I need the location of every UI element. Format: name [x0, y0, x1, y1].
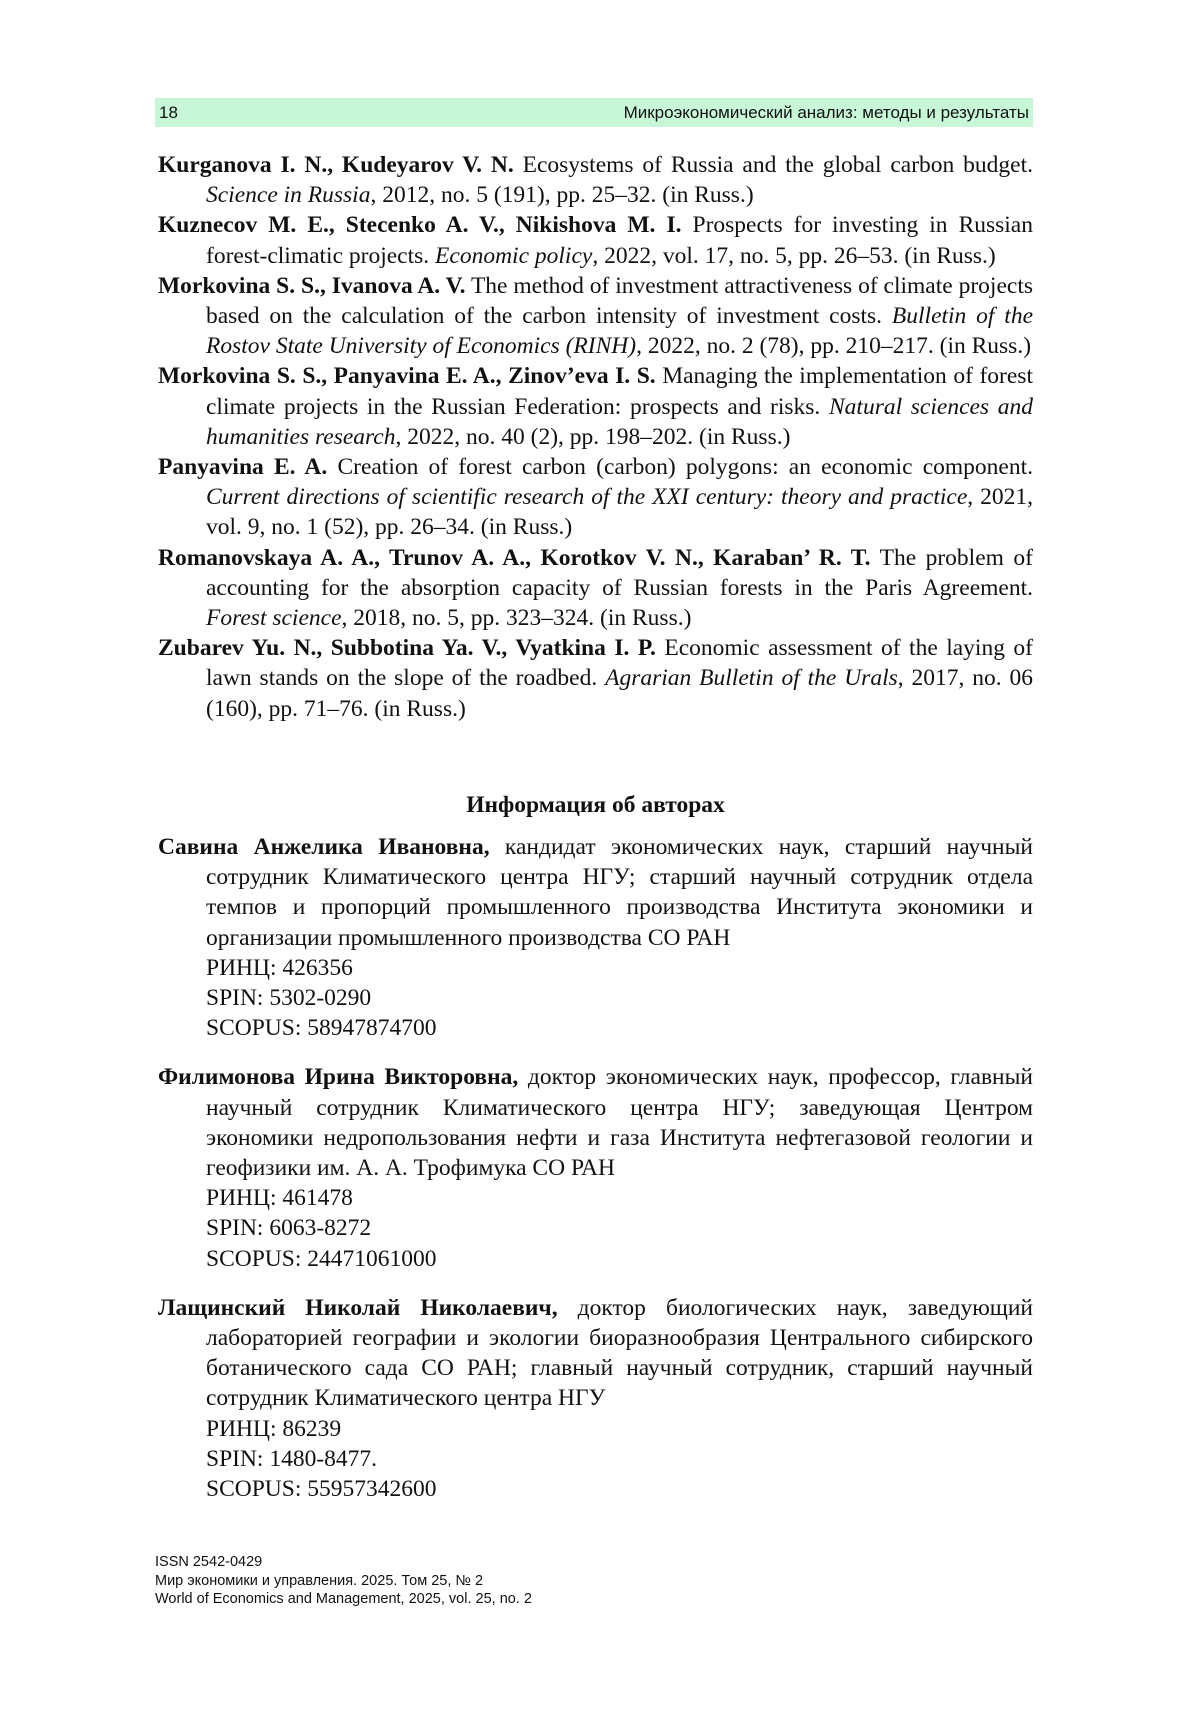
reference-source: Science in Russia [206, 182, 371, 209]
page-footer [155, 1553, 532, 1609]
running-head [155, 98, 1033, 127]
reference-details: , 2017, no. 06 (160), pp. 71–76. (in Russ.) [206, 665, 1034, 722]
reference-source: Economic policy [435, 242, 593, 269]
reference-authors: Romanovskaya A. A., Trunov A. A., Korotkov V. N., Karaban’ R. T. [158, 544, 871, 571]
reference-item [158, 452, 1033, 543]
reference-item [158, 543, 1033, 634]
author-scopus: SCOPUS: 58947874700 [206, 1015, 437, 1042]
page-number: 18 [159, 103, 178, 122]
reference-item [158, 271, 1033, 362]
footer-issn: ISSN 2542-0429 [155, 1554, 263, 1570]
reference-source: Current directions of scientific research of the XXI century: theory and practice [206, 484, 968, 511]
reference-list [158, 150, 1033, 724]
reference-source: Natural sciences and humanities research [206, 393, 1033, 450]
reference-details: , 2022, no. 2 (78), pp. 210–217. (in Russ.) [636, 333, 1032, 360]
author-spin: SPIN: 6063-8272 [206, 1215, 372, 1242]
reference-source: Bulletin of the Rostov State University of Economics (RINH) [206, 303, 1033, 360]
author-item [158, 1293, 1033, 1504]
reference-item [158, 633, 1033, 724]
reference-title: Prospects for investing in Russian forest-climatic projects. [206, 212, 1033, 269]
reference-item [158, 210, 1033, 270]
author-spin: SPIN: 5302-0290 [206, 985, 372, 1012]
footer-journal-ru: Мир экономики и управления. 2025. Том 25, № 2 [155, 1572, 484, 1589]
author-scopus: SCOPUS: 24471061000 [206, 1245, 437, 1272]
author-item [158, 1062, 1033, 1273]
reference-title: Ecosystems of Russia and the global carbon budget. [513, 152, 1034, 178]
author-name: Лащинский Николай Николаевич, [158, 1294, 558, 1321]
reference-source: Forest science [206, 605, 342, 632]
reference-authors: Kurganova I. N., Kudeyarov V. N. [158, 152, 514, 178]
author-spin: SPIN: 1480-8477. [206, 1445, 378, 1472]
reference-title: Creation of forest carbon (carbon) polygons: an economic component. [327, 454, 1033, 481]
author-name: Филимонова Ирина Викторовна, [158, 1064, 519, 1091]
reference-details: , 2018, no. 5, pp. 323–324. (in Russ.) [341, 605, 692, 632]
reference-title: Managing the implementation of forest climate projects in the Russian Federation: prospects and risks. [206, 363, 1033, 420]
reference-title: The method of investment attractiveness of climate projects based on the calculation of the carbon intensity of investment costs. [206, 272, 1033, 330]
footer-journal-en: World of Economics and Management, 2025, vol. 25, no. 2 [155, 1591, 532, 1607]
author-description: кандидат экономических наук, старший научный сотрудник Климатического центра НГУ; старший научный сотрудник отдела темпов и пропорций промышленного производства Института экономики и организации промышленного производства СО РАН [206, 834, 1034, 951]
journal-section: Микроэкономический анализ: методы и результаты [623, 103, 1029, 122]
reference-source: Agrarian Bulletin of the Urals [605, 665, 898, 692]
reference-item [158, 150, 1033, 210]
reference-authors: Zubarev Yu. N., Subbotina Ya. V., Vyatkina I. P. [158, 635, 656, 662]
author-rinc: РИНЦ: 426356 [206, 954, 353, 981]
section-title: Информация об авторах [466, 792, 725, 818]
reference-details: , 2022, no. 40 (2), pp. 198–202. (in Russ.) [395, 423, 791, 450]
author-description: доктор биологических наук, заведующий лабораторией географии и экологии биоразнообразия Центрального сибирского ботанического сада СО РАН; главный научный сотрудник, старший научный сотрудник Климатического центра НГУ [206, 1294, 1033, 1412]
author-description: доктор экономических наук, профессор, главный научный сотрудник Климатического центра НГУ; заведующая Центром экономики недропользования нефти и газа Института нефтегазовой геологии и геофизики им. А. А. Трофимука СО РАН [206, 1064, 1033, 1182]
reference-details: , 2022, vol. 17, no. 5, pp. 26–53. (in Russ.) [592, 242, 996, 269]
reference-title: The problem of accounting for the absorption capacity of Russian forests in the Paris Agreement. [206, 544, 1033, 601]
reference-item [158, 361, 1033, 452]
reference-details: , 2012, no. 5 (191), pp. 25–32. (in Russ.) [370, 182, 754, 209]
reference-details: , 2021, vol. 9, no. 1 (52), pp. 26–34. (in Russ.) [206, 484, 1034, 541]
author-name: Савина Анжелика Ивановна, [158, 834, 490, 860]
author-rinc: РИНЦ: 461478 [206, 1185, 353, 1212]
reference-authors: Morkovina S. S., Panyavina E. A., Zinov’eva I. S. [158, 363, 656, 390]
author-rinc: РИНЦ: 86239 [206, 1415, 342, 1442]
author-item [158, 832, 1033, 1043]
author-scopus: SCOPUS: 55957342600 [206, 1476, 437, 1503]
author-list [158, 832, 1033, 1523]
reference-title: Economic assessment of the laying of lawn stands on the slope of the roadbed. [206, 635, 1034, 692]
reference-authors: Morkovina S. S., Ivanova A. V. [158, 272, 466, 299]
reference-authors: Panyavina E. A. [158, 454, 328, 481]
reference-authors: Kuznecov M. E., Stecenko A. V., Nikishova M. I. [158, 212, 682, 239]
